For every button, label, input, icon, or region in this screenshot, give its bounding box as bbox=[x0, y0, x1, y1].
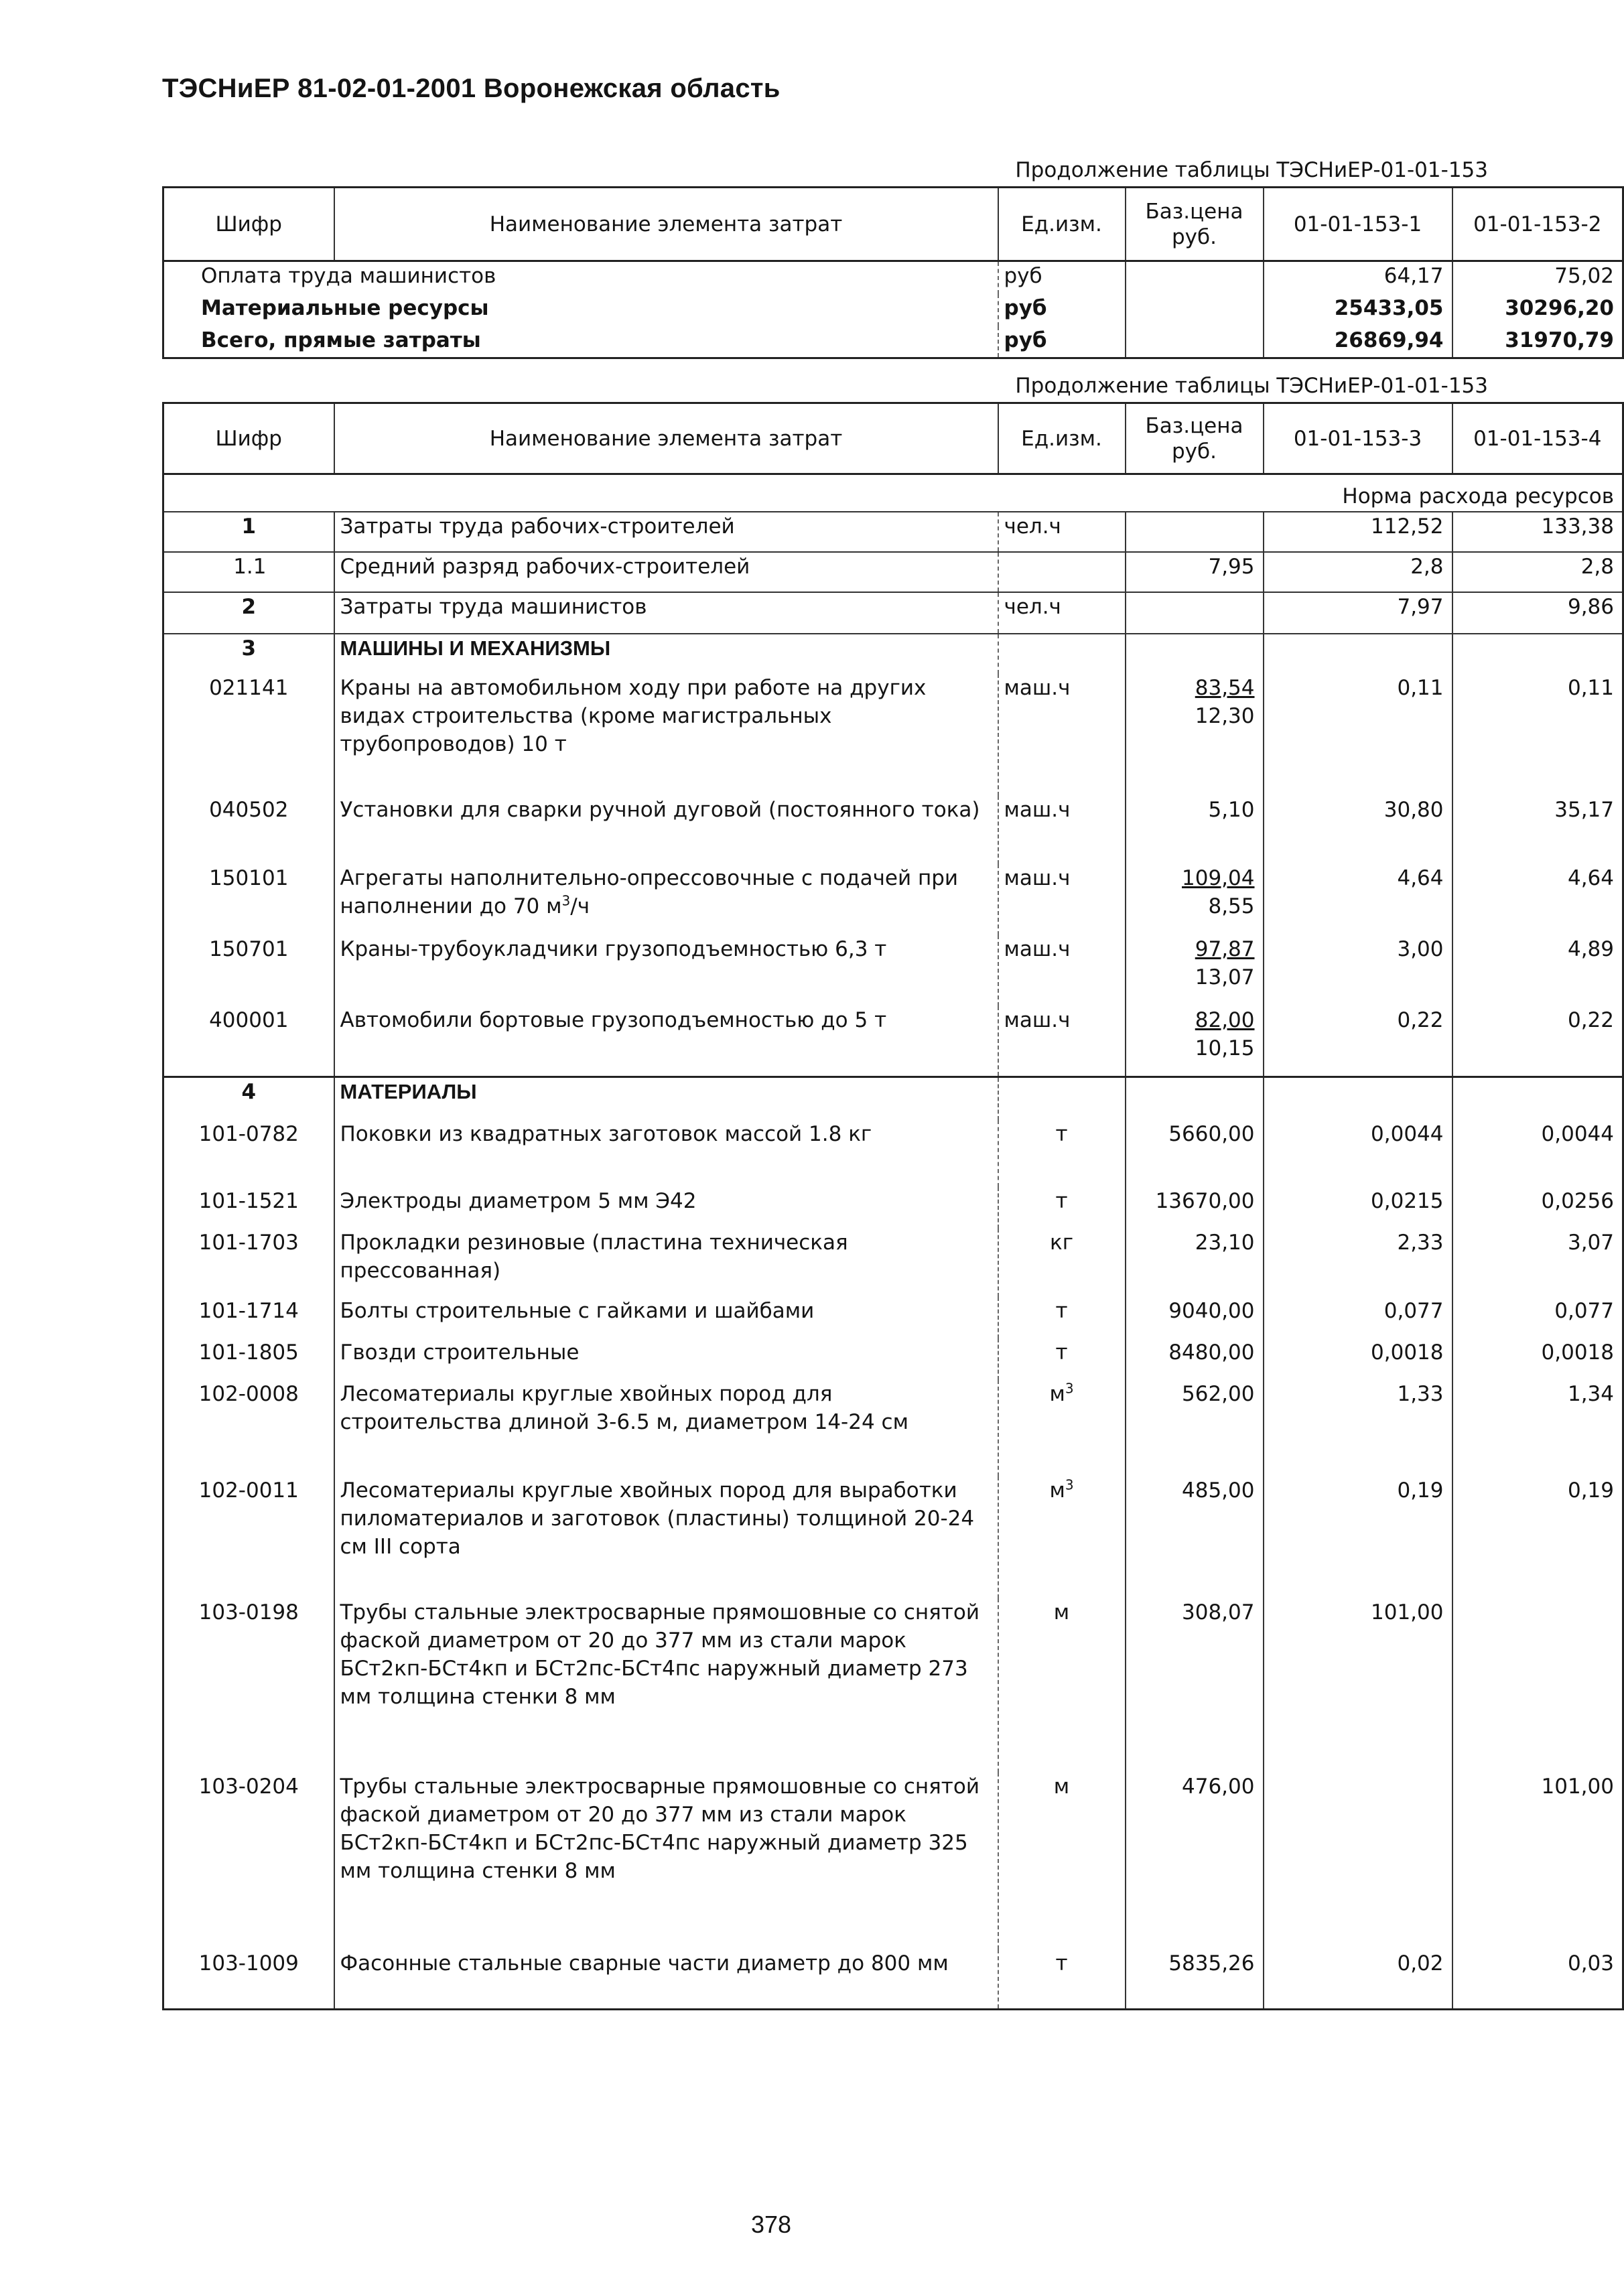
row-code: 1 bbox=[163, 512, 334, 552]
row-code: 103-0204 bbox=[198, 1774, 299, 1799]
price-main: 82,00 bbox=[1195, 1008, 1255, 1032]
norm-label: Норма расхода ресурсов bbox=[1342, 484, 1614, 508]
row-value-1: 26869,94 bbox=[1264, 326, 1452, 358]
row-price bbox=[1126, 935, 1264, 1006]
row-value-3: 0,0018 bbox=[1264, 1338, 1452, 1380]
row-price: 308,07 bbox=[1126, 1598, 1264, 1773]
table-row bbox=[163, 1773, 1623, 1949]
row-value-4: 9,86 bbox=[1452, 592, 1623, 634]
row-value-4: 4,64 bbox=[1452, 864, 1623, 935]
row-price: 7,95 bbox=[1126, 552, 1264, 592]
row-code: 1.1 bbox=[163, 552, 334, 592]
row-unit: т bbox=[998, 1949, 1126, 2010]
row-value-4: 0,0044 bbox=[1452, 1120, 1623, 1187]
table-caption: Продолжение таблицы ТЭСНиЕР-01-01-153 bbox=[1015, 374, 1488, 398]
superscript: 3 bbox=[1065, 1380, 1074, 1397]
row-unit: т bbox=[998, 1187, 1126, 1229]
row-value-3: 0,0215 bbox=[1264, 1187, 1452, 1229]
row-name: Лесоматериалы круглые хвойных пород для строительства длиной 3-6.5 м, диаметром 14-24 см bbox=[334, 1380, 998, 1476]
row-value-3: 0,11 bbox=[1264, 674, 1452, 796]
price-main: 109,04 bbox=[1182, 865, 1255, 890]
row-price bbox=[1126, 1006, 1264, 1077]
summary-table bbox=[162, 186, 1624, 359]
table-row bbox=[163, 261, 1623, 294]
header-col3: 01-01-153-3 bbox=[1264, 403, 1452, 474]
row-value-3: 0,0044 bbox=[1264, 1120, 1452, 1187]
table-row bbox=[163, 864, 1623, 935]
row-name: Прокладки резиновые (пластина техническая прессованная) bbox=[334, 1229, 998, 1297]
row-price: 9040,00 bbox=[1126, 1297, 1264, 1338]
row-value-3: 112,52 bbox=[1264, 512, 1452, 552]
header-price: Баз.цена руб. bbox=[1126, 403, 1264, 474]
row-price: 485,00 bbox=[1126, 1476, 1264, 1598]
row-price bbox=[1126, 294, 1264, 326]
row-name: Средний разряд рабочих-строителей bbox=[334, 552, 998, 592]
price-wage: 12,30 bbox=[1195, 703, 1255, 728]
row-unit: м bbox=[998, 1598, 1126, 1773]
page-number: 378 bbox=[750, 2211, 792, 2238]
row-name: Трубы стальные электросварные прямошовные со снятой фаской диаметром от 20 до 377 мм из стали марок БСт2кп-БСт4кп и БСт2пс-БСт4пс наружный диаметр 273 мм толщина стенки 8 мм bbox=[334, 1598, 998, 1773]
table-row bbox=[163, 796, 1623, 864]
row-value-3: 0,02 bbox=[1264, 1949, 1452, 2010]
row-unit: маш.ч bbox=[998, 864, 1126, 935]
row-value-4: 0,0018 bbox=[1452, 1338, 1623, 1380]
row-value-4: 0,19 bbox=[1452, 1476, 1623, 1598]
row-unit: маш.ч bbox=[998, 674, 1126, 796]
superscript: 3 bbox=[561, 892, 571, 909]
row-code: 103-0198 bbox=[198, 1600, 299, 1624]
row-value-3: 0,19 bbox=[1264, 1476, 1452, 1598]
row-unit bbox=[998, 1476, 1126, 1598]
row-price: 8480,00 bbox=[1126, 1338, 1264, 1380]
row-unit bbox=[998, 552, 1126, 592]
row-unit: маш.ч bbox=[998, 1006, 1126, 1077]
document-title: ТЭСНиЕР 81-02-01-2001 Воронежская область bbox=[162, 74, 781, 103]
row-value-3: 0,077 bbox=[1264, 1297, 1452, 1338]
table-row bbox=[163, 1187, 1623, 1229]
price-wage: 13,07 bbox=[1195, 965, 1255, 989]
header-unit: Ед.изм. bbox=[998, 403, 1126, 474]
row-value-4: 4,89 bbox=[1452, 935, 1623, 1006]
row-name: Установки для сварки ручной дуговой (постоянного тока) bbox=[334, 796, 998, 864]
row-unit: т bbox=[998, 1297, 1126, 1338]
row-unit: т bbox=[998, 1338, 1126, 1380]
row-value-2: 75,02 bbox=[1452, 261, 1623, 294]
table-row bbox=[163, 1598, 1623, 1773]
empty-cell bbox=[1452, 1077, 1623, 1120]
table-row bbox=[163, 1380, 1623, 1476]
header-name: Наименование элемента затрат bbox=[334, 403, 998, 474]
row-unit: т bbox=[998, 1120, 1126, 1187]
row-value-4: 0,22 bbox=[1452, 1006, 1623, 1077]
row-value-4: 0,11 bbox=[1452, 674, 1623, 796]
section-code: 3 bbox=[163, 634, 334, 674]
table-row bbox=[163, 1120, 1623, 1187]
row-name bbox=[334, 864, 998, 935]
row-value-3: 101,00 bbox=[1264, 1598, 1452, 1773]
name-suffix: /ч bbox=[570, 894, 590, 918]
row-code: 102-0011 bbox=[198, 1478, 299, 1503]
table-row bbox=[163, 552, 1623, 592]
unit-text: м bbox=[1049, 1478, 1065, 1503]
row-name: Материальные ресурсы bbox=[201, 295, 489, 320]
row-value-3: 2,33 bbox=[1264, 1229, 1452, 1297]
row-value-2: 30296,20 bbox=[1452, 294, 1623, 326]
resources-table bbox=[162, 402, 1624, 2010]
name-text: Агрегаты наполнительно-опрессовочные с подачей при наполнении до 70 м bbox=[340, 865, 959, 918]
price-main: 83,54 bbox=[1195, 675, 1255, 700]
table-row bbox=[163, 294, 1623, 326]
row-value-4: 2,8 bbox=[1452, 552, 1623, 592]
row-name: Поковки из квадратных заготовок массой 1.8 кг bbox=[334, 1120, 998, 1187]
row-name: Болты строительные с гайками и шайбами bbox=[334, 1297, 998, 1338]
row-name: Оплата труда машинистов bbox=[201, 264, 496, 288]
empty-cell bbox=[998, 1077, 1126, 1120]
row-unit: чел.ч bbox=[998, 512, 1126, 552]
row-code: 2 bbox=[163, 592, 334, 634]
price-wage: 10,15 bbox=[1195, 1036, 1255, 1060]
row-name: Затраты труда машинистов bbox=[334, 592, 998, 634]
row-value-4: 101,00 bbox=[1452, 1773, 1623, 1949]
row-value-3: 3,00 bbox=[1264, 935, 1452, 1006]
row-price bbox=[1126, 864, 1264, 935]
row-name: Краны на автомобильном ходу при работе на других видах строительства (кроме магистральных трубопроводов) 10 т bbox=[334, 674, 998, 796]
header-col4: 01-01-153-4 bbox=[1452, 403, 1623, 474]
empty-cell bbox=[1126, 634, 1264, 674]
section-row bbox=[163, 1077, 1623, 1120]
row-unit: руб bbox=[998, 294, 1126, 326]
row-value-2: 31970,79 bbox=[1452, 326, 1623, 358]
row-value-4: 0,077 bbox=[1452, 1297, 1623, 1338]
table-row bbox=[163, 1476, 1623, 1598]
section-title: МАШИНЫ И МЕХАНИЗМЫ bbox=[334, 634, 998, 674]
table-row bbox=[163, 935, 1623, 1006]
header-unit: Ед.изм. bbox=[998, 188, 1126, 261]
row-value-3: 0,22 bbox=[1264, 1006, 1452, 1077]
section-title: МАТЕРИАЛЫ bbox=[334, 1077, 998, 1120]
row-name: Электроды диаметром 5 мм Э42 bbox=[334, 1187, 998, 1229]
table-row bbox=[163, 326, 1623, 358]
row-price bbox=[1126, 326, 1264, 358]
unit-text: м bbox=[1049, 1381, 1065, 1406]
table-row bbox=[163, 1297, 1623, 1338]
row-value-3: 30,80 bbox=[1264, 796, 1452, 864]
row-name: Затраты труда рабочих-строителей bbox=[334, 512, 998, 552]
table-header-row bbox=[163, 188, 1623, 261]
empty-cell bbox=[1264, 1077, 1452, 1120]
row-unit: маш.ч bbox=[998, 935, 1126, 1006]
row-unit: руб bbox=[998, 326, 1126, 358]
row-unit: чел.ч bbox=[998, 592, 1126, 634]
empty-cell bbox=[1126, 1077, 1264, 1120]
row-price: 476,00 bbox=[1126, 1773, 1264, 1949]
row-price bbox=[1126, 592, 1264, 634]
norm-row bbox=[163, 474, 1623, 512]
row-price: 5,10 bbox=[1126, 796, 1264, 864]
row-unit: маш.ч bbox=[998, 796, 1126, 864]
row-name: Автомобили бортовые грузоподъемностью до 5 т bbox=[334, 1006, 998, 1077]
row-price: 562,00 bbox=[1126, 1380, 1264, 1476]
row-name: Трубы стальные электросварные прямошовные со снятой фаской диаметром от 20 до 377 мм из стали марок БСт2кп-БСт4кп и БСт2пс-БСт4пс наружный диаметр 325 мм толщина стенки 8 мм bbox=[334, 1773, 998, 1949]
row-code: 021141 bbox=[209, 675, 289, 700]
header-name: Наименование элемента затрат bbox=[334, 188, 998, 261]
price-wage: 8,55 bbox=[1208, 894, 1255, 918]
empty-cell bbox=[1264, 634, 1452, 674]
table-row bbox=[163, 1229, 1623, 1297]
row-value-3: 2,8 bbox=[1264, 552, 1452, 592]
row-code: 101-1703 bbox=[198, 1230, 299, 1255]
row-value-4: 35,17 bbox=[1452, 796, 1623, 864]
row-price bbox=[1126, 261, 1264, 294]
row-value-4: 133,38 bbox=[1452, 512, 1623, 552]
row-name: Всего, прямые затраты bbox=[201, 328, 481, 352]
header-col2: 01-01-153-2 bbox=[1452, 188, 1623, 261]
section-code: 4 bbox=[163, 1077, 334, 1120]
row-unit: м bbox=[998, 1773, 1126, 1949]
row-unit bbox=[998, 1380, 1126, 1476]
section-row bbox=[163, 634, 1623, 674]
header-code: Шифр bbox=[163, 403, 334, 474]
superscript: 3 bbox=[1065, 1476, 1074, 1493]
row-code: 040502 bbox=[209, 797, 289, 822]
row-code: 150701 bbox=[209, 937, 289, 961]
row-value-4: 3,07 bbox=[1452, 1229, 1623, 1297]
row-code: 400001 bbox=[209, 1008, 289, 1032]
empty-cell bbox=[998, 634, 1126, 674]
row-code: 103-1009 bbox=[198, 1951, 299, 1976]
row-code: 101-1805 bbox=[198, 1340, 299, 1365]
row-value-3: 7,97 bbox=[1264, 592, 1452, 634]
row-code: 101-1714 bbox=[198, 1298, 299, 1323]
row-value-3 bbox=[1264, 1773, 1452, 1949]
row-name: Краны-трубоукладчики грузоподъемностью 6,3 т bbox=[334, 935, 998, 1006]
row-price: 5660,00 bbox=[1126, 1120, 1264, 1187]
table-caption: Продолжение таблицы ТЭСНиЕР-01-01-153 bbox=[1015, 158, 1488, 182]
table-header-row bbox=[163, 403, 1623, 474]
row-name: Гвозди строительные bbox=[334, 1338, 998, 1380]
row-code: 101-0782 bbox=[198, 1121, 299, 1146]
table-row bbox=[163, 674, 1623, 796]
row-name: Фасонные стальные сварные части диаметр до 800 мм bbox=[334, 1949, 998, 2010]
row-price bbox=[1126, 512, 1264, 552]
table-row bbox=[163, 1006, 1623, 1077]
row-value-4: 0,0256 bbox=[1452, 1187, 1623, 1229]
price-main: 97,87 bbox=[1195, 937, 1255, 961]
table-row bbox=[163, 512, 1623, 552]
table-row bbox=[163, 1949, 1623, 2010]
header-code: Шифр bbox=[163, 188, 334, 261]
row-value-1: 64,17 bbox=[1264, 261, 1452, 294]
header-col1: 01-01-153-1 bbox=[1264, 188, 1452, 261]
row-price: 13670,00 bbox=[1126, 1187, 1264, 1229]
row-unit: кг bbox=[998, 1229, 1126, 1297]
row-value-4: 1,34 bbox=[1452, 1380, 1623, 1476]
row-code: 102-0008 bbox=[198, 1381, 299, 1406]
row-value-3: 1,33 bbox=[1264, 1380, 1452, 1476]
row-price: 5835,26 bbox=[1126, 1949, 1264, 2010]
row-code: 150101 bbox=[209, 865, 289, 890]
row-value-4: 0,03 bbox=[1452, 1949, 1623, 2010]
row-code: 101-1521 bbox=[198, 1188, 299, 1213]
row-price: 23,10 bbox=[1126, 1229, 1264, 1297]
row-price bbox=[1126, 674, 1264, 796]
header-price: Баз.цена руб. bbox=[1126, 188, 1264, 261]
table-row bbox=[163, 592, 1623, 634]
table-row bbox=[163, 1338, 1623, 1380]
row-value-1: 25433,05 bbox=[1264, 294, 1452, 326]
empty-cell bbox=[1452, 634, 1623, 674]
row-value-3: 4,64 bbox=[1264, 864, 1452, 935]
row-name: Лесоматериалы круглые хвойных пород для выработки пиломатериалов и заготовок (пластины) толщиной 20-24 см III сорта bbox=[334, 1476, 998, 1598]
row-unit: руб bbox=[998, 261, 1126, 294]
row-value-4 bbox=[1452, 1598, 1623, 1773]
